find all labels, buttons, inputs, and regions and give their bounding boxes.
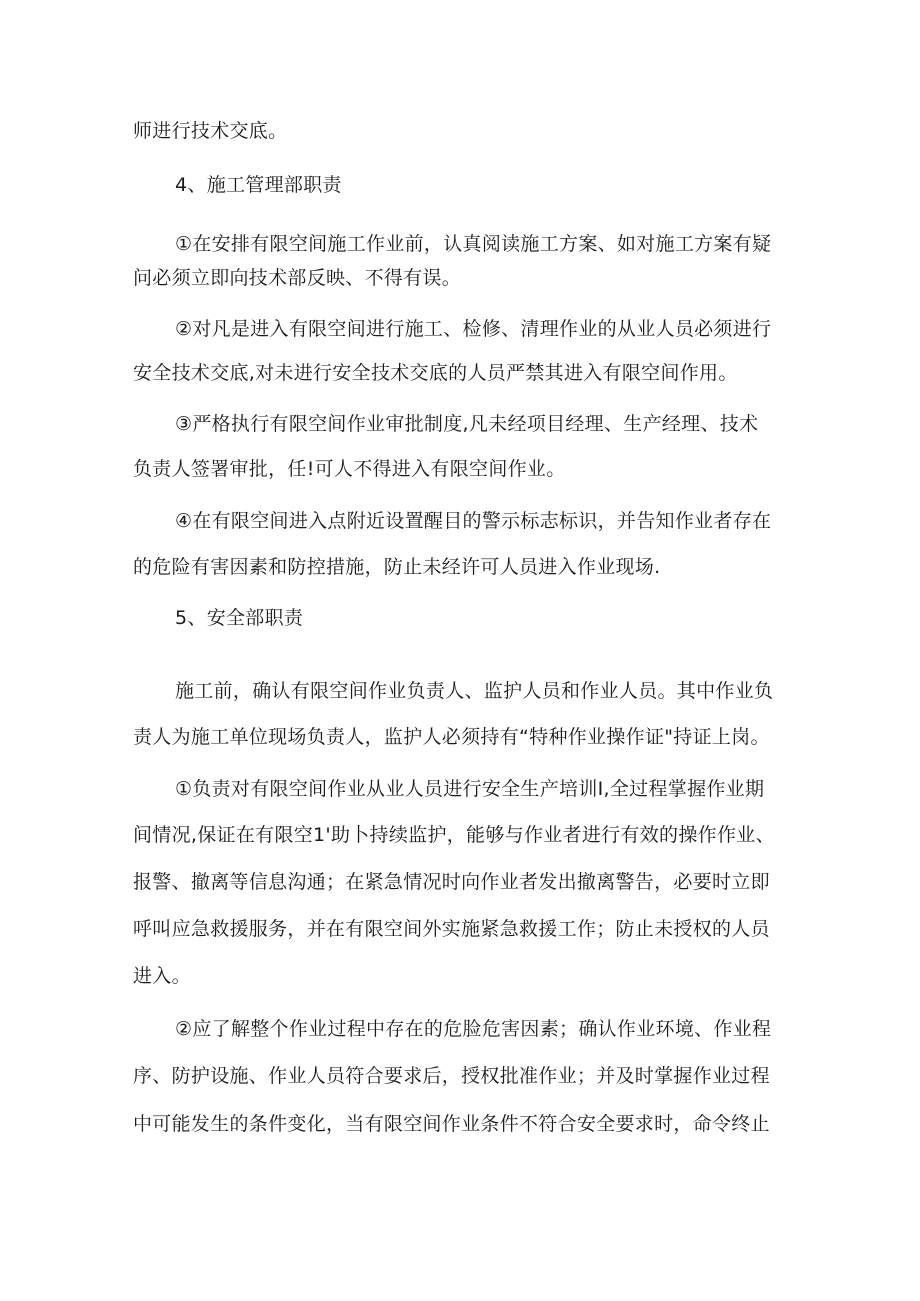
text-line: ①负责对有限空间作业从业人员进行安全生产培训I,全过程掌握作业期 bbox=[175, 778, 765, 800]
text-line: 安全技术交底,对未进行安全技术交底的人员严禁其进入有限空间作用。 bbox=[133, 362, 738, 384]
text-line: 责人为施工单位现场负责人，监护人必须持有“特种作业操作证"持证上岗。 bbox=[133, 726, 770, 748]
text-line: ④在有限空间进入点附近设置醒目的警示标志标识，并告知作业者存在 bbox=[175, 510, 772, 532]
section-heading: 5、安全部职责 bbox=[175, 607, 304, 629]
text-line: 负责人签署审批，任!可人不得进入有限空间作业。 bbox=[133, 458, 566, 480]
text-line: 中可能发生的条件变化，当有限空间作业条件不符合安全要求时，命令终止 bbox=[133, 1113, 770, 1135]
text-line: ③严格执行有限空间作业审批制度,凡未经项目经理、生产经理、技术 bbox=[175, 413, 759, 435]
text-line: ②应了解整个作业过程中存在的危脸危害因素；确认作业环境、作业程 bbox=[175, 1018, 772, 1040]
text-line: ①在安排有限空间施工作业前，认真阅读施工方案、如对施工方案有疑 bbox=[175, 233, 772, 255]
text-line: 的危险有害因素和防控措施，防止未经许可人员进入作业现场. bbox=[133, 556, 661, 578]
text-line: ②对凡是进入有限空间进行施工、检修、清理作业的从业人员必须进行 bbox=[175, 318, 772, 340]
text-line: 间情况,保证在有限空1'助卜持续监护，能够与作业者进行有效的操作作业、 bbox=[133, 824, 775, 846]
text-line: 序、防护设施、作业人员符合要求后，授权批准作业；并及时掌握作业过程 bbox=[133, 1065, 770, 1087]
text-line: 呼叫应急救援服务，并在有限空间外实施紧急救援工作；防止未授权的人员 bbox=[133, 918, 770, 940]
section-heading: 4、施工管理部职责 bbox=[175, 174, 342, 196]
text-line: 施工前，确认有限空间作业负责人、监护人员和作业人员。其中作业负 bbox=[175, 680, 774, 702]
text-line: 师进行技术交底。 bbox=[133, 120, 288, 142]
text-line: 问必须立即向技术部反映、不得有误。 bbox=[133, 267, 462, 289]
text-line: 报警、撤离等信息沟通；在紧急情况时向作业者发出撤离警告，必要时立即 bbox=[133, 871, 770, 893]
text-line: 进入。 bbox=[133, 965, 191, 987]
